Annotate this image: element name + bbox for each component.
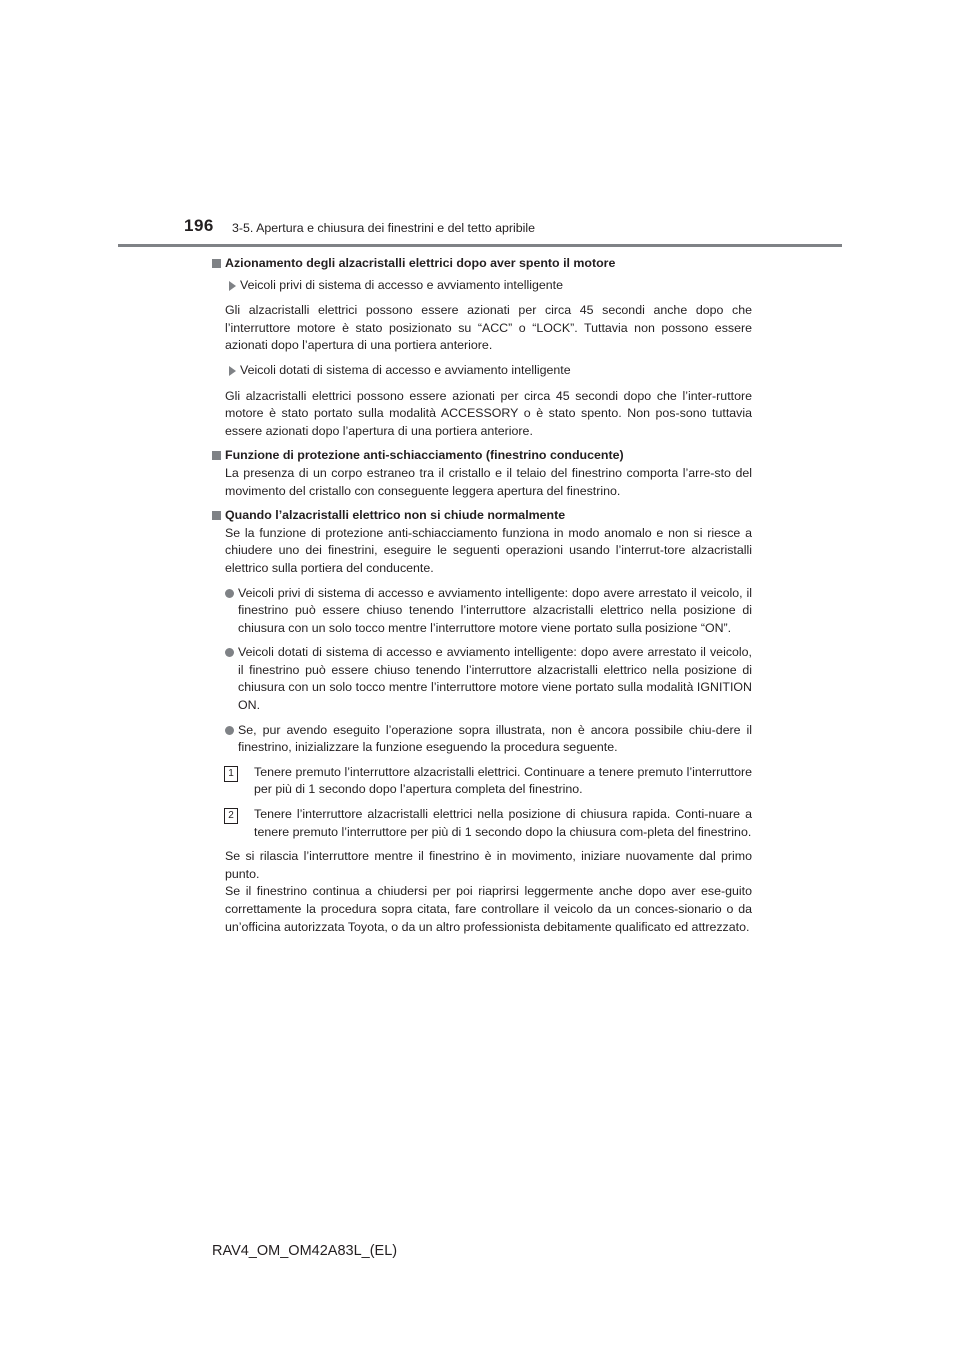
circle-bullet-icon <box>225 726 234 735</box>
section-heading <box>212 507 752 525</box>
list-item-text: Se, pur avendo eseguito l’operazione sopra illustrata, non è ancora possibile chiu-dere il finestrino, inizializzare la funzione eseguendo la procedura seguente. <box>238 722 752 755</box>
list-item <box>225 644 752 714</box>
list-item <box>225 585 752 638</box>
condition-text: Veicoli privi di sistema di accesso e avviamento intelligente <box>240 277 564 292</box>
document-code: RAV4_OM_OM42A83L_(EL) <box>212 1243 398 1259</box>
section-title: Quando l’alzacristalli elettrico non si chiude normalmente <box>225 508 566 523</box>
list-item-text: Veicoli privi di sistema di accesso e avviamento intelligente: dopo avere arrestato il veicolo, il finestrino può essere chiuso tenendo l’interruttore alzacristalli elettrico nella posizione di chiusura con un solo tocco mentre l’interruttore motore viene portato sulla posizione “ON”. <box>238 585 752 635</box>
condition-text: Veicoli dotati di sistema di accesso e avviamento intelligente <box>240 362 571 377</box>
step-number-badge: 1 <box>224 766 238 782</box>
section-heading <box>212 255 752 273</box>
condition-line <box>229 362 752 380</box>
list-item-text: Veicoli dotati di sistema di accesso e avviamento intelligente: dopo avere arrestato il veicolo, il finestrino può essere chiuso tenendo l’interruttore alzacristalli elettrico nella posizione di chiusura con un solo tocco mentre l’interruttore motore viene portato sulla modalità IGNITION ON. <box>238 645 752 713</box>
square-bullet-icon <box>212 511 221 520</box>
page-number: 196 <box>184 216 214 235</box>
square-bullet-icon <box>212 259 221 268</box>
header-rule <box>118 244 842 247</box>
triangle-arrow-icon <box>229 281 236 291</box>
paragraph: Se la funzione di protezione anti-schiacciamento funziona in modo anomalo e non si riesce a chiudere uno dei finestrini, eseguire le seguenti operazioni usando l’interrut-tore alzacristalli elettrico sulla portiera del conducente. <box>225 525 752 575</box>
section-title: Funzione di protezione anti-schiacciamento (finestrino conducente) <box>225 448 624 463</box>
triangle-arrow-icon <box>229 366 236 376</box>
step-text: Tenere premuto l’interruttore alzacristalli elettrici. Continuare a tenere premuto l’interruttore per più di 1 secondo dopo l’apertura completa del finestrino. <box>254 764 752 797</box>
paragraph: Gli alzacristalli elettrici possono essere azionati per circa 45 secondi anche dopo che l’interruttore motore è stato posizionato su “ACC” o “LOCK”. Tuttavia non possono essere azionati dopo l’apertura di una portiera anteriore. <box>225 303 752 353</box>
step-number-badge: 2 <box>224 808 238 824</box>
paragraph: Gli alzacristalli elettrici possono essere azionati per circa 45 secondi dopo che l’inter-ruttore motore è stato portato sulla modalità ACCESSORY o è stato spento. Non pos-sono tuttavia essere azionati dopo l’apertura di una portiera anteriore. <box>225 388 752 438</box>
procedure-step <box>228 764 752 799</box>
chapter-title: 3-5. Apertura e chiusura dei finestrini e del tetto apribile <box>232 221 536 235</box>
page-content <box>212 255 752 943</box>
paragraph: La presenza di un corpo estraneo tra il cristallo e il telaio del finestrino comporta l’arre-sto del movimento del cristallo con conseguente leggera apertura del finestrino. <box>225 465 752 498</box>
list-item <box>225 722 752 757</box>
procedure-step <box>228 806 752 841</box>
section-heading <box>212 447 752 465</box>
section-title: Azionamento degli alzacristalli elettrici dopo aver spento il motore <box>225 256 616 270</box>
step-text: Tenere l’interruttore alzacristalli elettrici nella posizione di chiusura rapida. Conti-nuare a tenere premuto l’interruttore per più di 1 secondo dopo la chiusura com-pleta del finestrino. <box>254 807 752 839</box>
paragraph: Se si rilascia l’interruttore mentre il finestrino è in movimento, iniziare nuovamente dal primo punto. <box>225 849 752 881</box>
condition-line <box>229 277 752 295</box>
circle-bullet-icon <box>225 648 234 657</box>
square-bullet-icon <box>212 451 221 460</box>
paragraph: Se il finestrino continua a chiudersi per poi riaprirsi leggermente anche dopo aver ese-guito correttamente la procedura sopra citata, fare controllare il veicolo da un conces-sionario o da un’officina autorizzata Toyota, o da un altro professionista debitamente qualificato ed attrezzato. <box>225 884 752 934</box>
circle-bullet-icon <box>225 589 234 598</box>
